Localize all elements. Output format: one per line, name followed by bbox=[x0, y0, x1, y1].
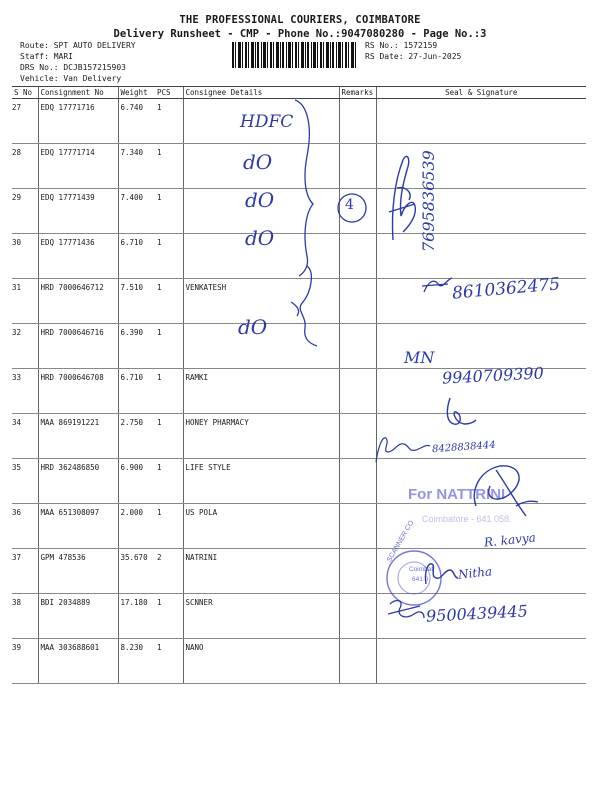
cell-consignee: US POLA bbox=[183, 504, 339, 549]
handwritten-phone: 7695836539 bbox=[419, 150, 438, 252]
cell-weight: 6.740 bbox=[118, 99, 155, 144]
cell-weight: 8.230 bbox=[118, 639, 155, 684]
col-weight: Weight bbox=[118, 87, 155, 99]
cell-sno: 34 bbox=[12, 414, 38, 459]
cell-pcs: 1 bbox=[155, 414, 183, 459]
col-seal: Seal & Signature bbox=[376, 87, 586, 99]
company-title: THE PROFESSIONAL COURIERS, COIMBATORE bbox=[179, 14, 421, 26]
cell-remarks bbox=[339, 549, 376, 594]
cell-weight: 7.510 bbox=[118, 279, 155, 324]
cell-pcs: 1 bbox=[155, 189, 183, 234]
cell-sno: 30 bbox=[12, 234, 38, 279]
cell-sno: 36 bbox=[12, 504, 38, 549]
route-label: Route: SPT AUTO DELIVERY bbox=[20, 41, 136, 50]
handwritten-ditto: dO bbox=[243, 150, 273, 174]
cell-remarks bbox=[339, 144, 376, 189]
cell-pcs: 1 bbox=[155, 639, 183, 684]
cell-consignment: HRD 7000646708 bbox=[38, 369, 118, 414]
table-row bbox=[12, 549, 586, 594]
table-row bbox=[12, 414, 586, 459]
signature bbox=[420, 556, 460, 590]
meta-right bbox=[365, 40, 461, 62]
cell-consignee: NANO bbox=[183, 639, 339, 684]
cell-consignment: EDQ 17771439 bbox=[38, 189, 118, 234]
handwritten-ditto: dO bbox=[245, 188, 275, 212]
cell-consignee: NATRINI bbox=[183, 549, 339, 594]
cell-remarks bbox=[339, 369, 376, 414]
cell-weight: 2.000 bbox=[118, 504, 155, 549]
handwritten-name: Nitha bbox=[457, 564, 493, 582]
cell-consignment: BDI 2034889 bbox=[38, 594, 118, 639]
cell-consignee: RAMKI bbox=[183, 369, 339, 414]
cell-weight: 35.670 bbox=[118, 549, 155, 594]
cell-consignment: HRD 7000646716 bbox=[38, 324, 118, 369]
signature bbox=[385, 140, 425, 250]
signature bbox=[440, 392, 480, 432]
cell-sno: 29 bbox=[12, 189, 38, 234]
signature bbox=[420, 272, 456, 298]
cell-consignment: EDQ 17771716 bbox=[38, 99, 118, 144]
cell-weight: 2.750 bbox=[118, 414, 155, 459]
cell-pcs: 1 bbox=[155, 234, 183, 279]
cell-pcs: 1 bbox=[155, 594, 183, 639]
cell-weight: 7.340 bbox=[118, 144, 155, 189]
cell-pcs: 1 bbox=[155, 504, 183, 549]
handwritten-ditto: dO bbox=[245, 226, 275, 250]
cell-pcs: 1 bbox=[155, 279, 183, 324]
cell-remarks bbox=[339, 639, 376, 684]
cell-remarks bbox=[339, 594, 376, 639]
cell-weight: 6.710 bbox=[118, 234, 155, 279]
bracket-mark bbox=[285, 96, 329, 350]
cell-consignment: HRD 362486850 bbox=[38, 459, 118, 504]
signature bbox=[370, 428, 434, 468]
col-consignee: Consignee Details bbox=[183, 87, 339, 99]
stamp-city: Coimbatore - 641 058. bbox=[422, 514, 512, 524]
cell-sno: 31 bbox=[12, 279, 38, 324]
cell-sno: 28 bbox=[12, 144, 38, 189]
cell-remarks bbox=[339, 234, 376, 279]
handwritten-initials: MN bbox=[404, 348, 435, 367]
handwritten-phone: 8610362475 bbox=[451, 274, 561, 304]
cell-pcs: 1 bbox=[155, 369, 183, 414]
cell-sno: 35 bbox=[12, 459, 38, 504]
stamp-company: For NATTRINI bbox=[408, 486, 506, 503]
barcode-image bbox=[232, 42, 356, 68]
cell-weight: 6.710 bbox=[118, 369, 155, 414]
runsheet-subtitle: Delivery Runsheet - CMP - Phone No.:9047080280 - Page No.:3 bbox=[113, 28, 487, 40]
handwritten-ditto: dO bbox=[238, 315, 268, 339]
staff-label: Staff: MARI bbox=[20, 52, 73, 61]
cell-consignment: MAA 651308097 bbox=[38, 504, 118, 549]
cell-pcs: 1 bbox=[155, 144, 183, 189]
vehicle-label: Vehicle: Van Delivery bbox=[20, 74, 122, 83]
col-pcs: PCS bbox=[155, 87, 183, 99]
stamp-ring-text: SCANNER CO bbox=[386, 519, 416, 564]
stamp-city: Coimbat bbox=[409, 566, 434, 573]
cell-pcs: 1 bbox=[155, 459, 183, 504]
stamp-pin: 641 0 bbox=[412, 576, 429, 583]
cell-pcs: 2 bbox=[155, 549, 183, 594]
cell-consignee: VENKATESH bbox=[183, 279, 339, 324]
cell-sno: 27 bbox=[12, 99, 38, 144]
cell-consignee: HONEY PHARMACY bbox=[183, 414, 339, 459]
handwritten-phone: 8428838444 bbox=[431, 439, 496, 456]
cell-weight: 6.900 bbox=[118, 459, 155, 504]
cell-remarks bbox=[339, 279, 376, 324]
rs-date: RS Date: 27-Jun-2025 bbox=[365, 52, 462, 61]
cell-consignment: EDQ 17771714 bbox=[38, 144, 118, 189]
handwritten-name: R. kavya bbox=[483, 530, 537, 550]
cell-consignment: GPM 478536 bbox=[38, 549, 118, 594]
cell-seal bbox=[376, 99, 586, 144]
cell-pcs: 1 bbox=[155, 324, 183, 369]
handwritten-phone: 9940709390 bbox=[441, 363, 545, 388]
cell-remarks bbox=[339, 324, 376, 369]
cell-pcs: 1 bbox=[155, 99, 183, 144]
handwritten-hdfc: HDFC bbox=[240, 112, 294, 132]
signature bbox=[456, 456, 546, 528]
cell-consignment: MAA 869191221 bbox=[38, 414, 118, 459]
cell-consignee: SCNNER bbox=[183, 594, 339, 639]
cell-weight: 6.390 bbox=[118, 324, 155, 369]
table-row bbox=[12, 639, 586, 684]
col-sno: S No bbox=[12, 87, 38, 99]
meta-left bbox=[20, 40, 136, 84]
cell-sno: 32 bbox=[12, 324, 38, 369]
cell-weight: 17.180 bbox=[118, 594, 155, 639]
drs-label: DRS No.: DCJB157215903 bbox=[20, 63, 126, 72]
signature bbox=[384, 594, 428, 628]
cell-sno: 38 bbox=[12, 594, 38, 639]
rs-number: RS No.: 1572159 bbox=[365, 41, 438, 50]
cell-remarks bbox=[339, 99, 376, 144]
handwritten-phone: 9500439445 bbox=[425, 601, 529, 626]
cell-sno: 33 bbox=[12, 369, 38, 414]
cell-consignment: HRD 7000646712 bbox=[38, 279, 118, 324]
col-consignment: Consignment No bbox=[38, 87, 118, 99]
cell-remarks bbox=[339, 504, 376, 549]
cell-sno: 39 bbox=[12, 639, 38, 684]
cell-consignee: LIFE STYLE bbox=[183, 459, 339, 504]
cell-consignment: EDQ 17771436 bbox=[38, 234, 118, 279]
cell-weight: 7.400 bbox=[118, 189, 155, 234]
col-remarks: Remarks bbox=[339, 87, 376, 99]
cell-seal bbox=[376, 639, 586, 684]
circled-count: 4 bbox=[345, 197, 354, 213]
cell-sno: 37 bbox=[12, 549, 38, 594]
cell-consignment: MAA 303688601 bbox=[38, 639, 118, 684]
